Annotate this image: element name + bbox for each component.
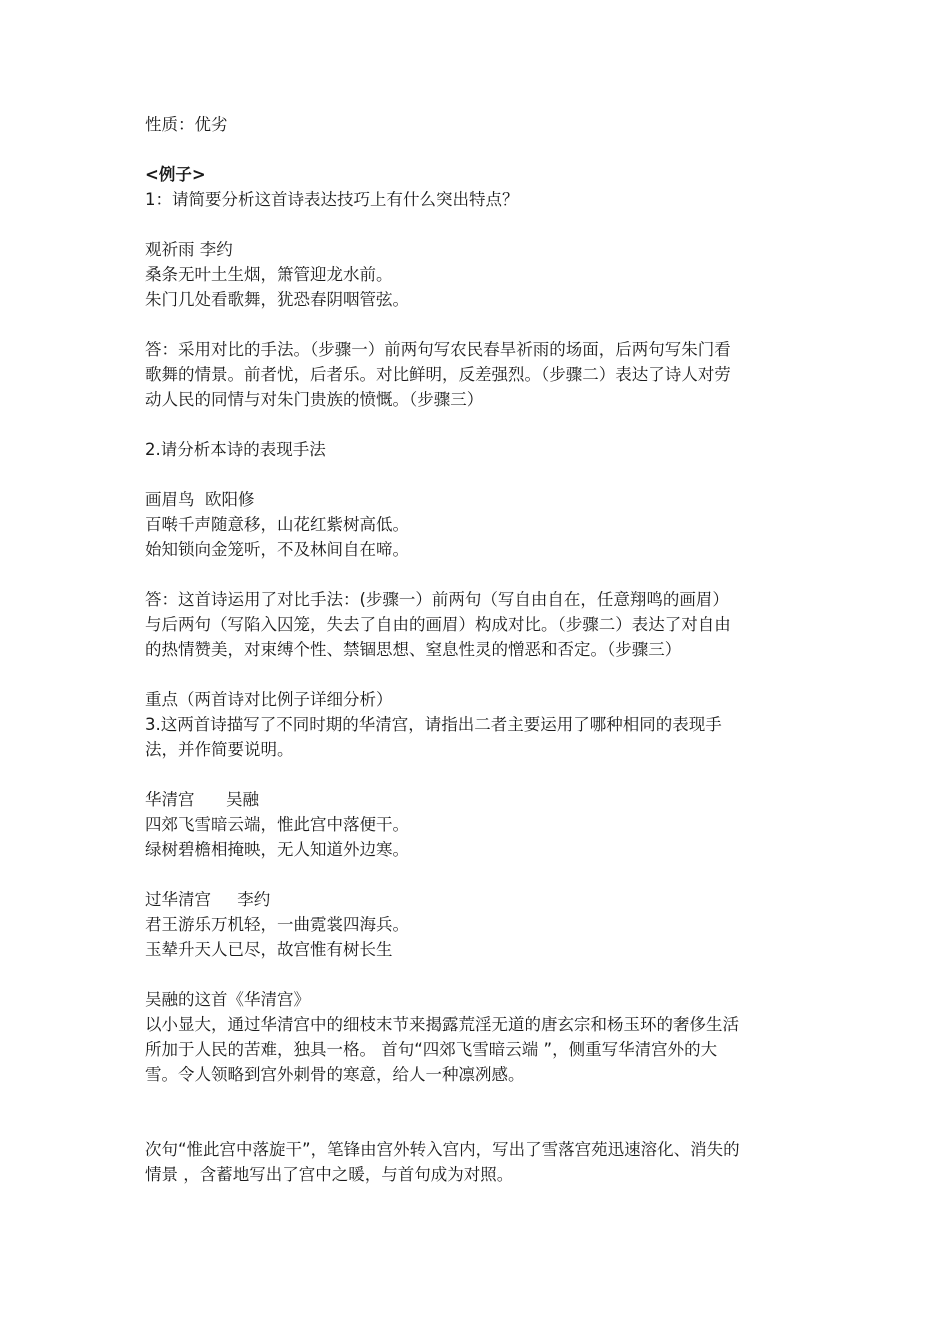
poem-3a-title: 华清宫 吴融 — [145, 790, 259, 809]
answer-2-line: 的热情赞美，对束缚个性、禁锢思想、窒息性灵的憎恶和否定。（步骤三） — [145, 640, 682, 659]
poem-1-line: 桑条无叶土生烟，箫管迎龙水前。 — [145, 265, 393, 284]
document-body — [145, 112, 815, 1187]
analysis-2-line: 次句“惟此宫中落旋干”，笔锋由宫外转入宫内，写出了雪落宫苑迅速溶化、消失的 — [145, 1140, 740, 1159]
answer-1-line: 歌舞的情景。前者忧，后者乐。对比鲜明，反差强烈。（步骤二）表达了诗人对劳 — [145, 365, 731, 384]
focus-heading: 重点（两首诗对比例子详细分析） — [145, 690, 393, 709]
question-2: 2.请分析本诗的表现手法 — [145, 440, 326, 459]
poem-3a-line: 四郊飞雪暗云端，惟此宫中落便干。 — [145, 815, 409, 834]
answer-1-line: 动人民的同情与对朱门贵族的愤慨。（步骤三） — [145, 390, 484, 409]
answer-2-line: 与后两句（写陷入囚笼，失去了自由的画眉）构成对比。（步骤二）表达了对自由 — [145, 615, 731, 634]
property-line: 性质：优劣 — [145, 115, 228, 134]
poem-3b-title: 过华清宫 李约 — [145, 890, 271, 909]
question-3-line: 法，并作简要说明。 — [145, 740, 294, 759]
answer-1-line: 答：采用对比的手法。（步骤一）前两句写农民春旱祈雨的场面，后两句写朱门看 — [145, 340, 731, 359]
question-3-line: 3.这两首诗描写了不同时期的华清宫，请指出二者主要运用了哪种相同的表现手 — [145, 715, 722, 734]
analysis-line: 雪。令人领略到宫外刺骨的寒意，给人一种凛冽感。 — [145, 1065, 525, 1084]
analysis-line: 所加于人民的苦难，独具一格。 首句“四郊飞雪暗云端 ”，侧重写华清宫外的大 — [145, 1040, 718, 1059]
poem-3b-line: 玉辇升天人已尽，故宫惟有树长生 — [145, 940, 393, 959]
poem-3a-line: 绿树碧檐相掩映，无人知道外边寒。 — [145, 840, 409, 859]
poem-2-title: 画眉鸟 欧阳修 — [145, 490, 255, 509]
poem-3b-line: 君王游乐万机轻，一曲霓裳四海兵。 — [145, 915, 409, 934]
poem-2-line: 始知锁向金笼听，不及林间自在啼。 — [145, 540, 409, 559]
analysis-title: 吴融的这首《华清宫》 — [145, 990, 310, 1009]
poem-2-line: 百啭千声随意移，山花红紫树高低。 — [145, 515, 409, 534]
question-1: 1：请简要分析这首诗表达技巧上有什么突出特点？ — [145, 190, 519, 209]
answer-2-line: 答：这首诗运用了对比手法：(步骤一）前两句（写自由自在，任意翔鸣的画眉） — [145, 590, 729, 609]
example-heading: <例子> — [145, 165, 206, 184]
analysis-2-line: 情景 ，含蓄地写出了宫中之暖，与首句成为对照。 — [145, 1165, 514, 1184]
poem-1-line: 朱门几处看歌舞，犹恐春阴咽管弦。 — [145, 290, 409, 309]
poem-1-title: 观祈雨 李约 — [145, 240, 233, 259]
analysis-line: 以小显大，通过华清宫中的细枝末节来揭露荒淫无道的唐玄宗和杨玉环的奢侈生活 — [145, 1015, 739, 1034]
